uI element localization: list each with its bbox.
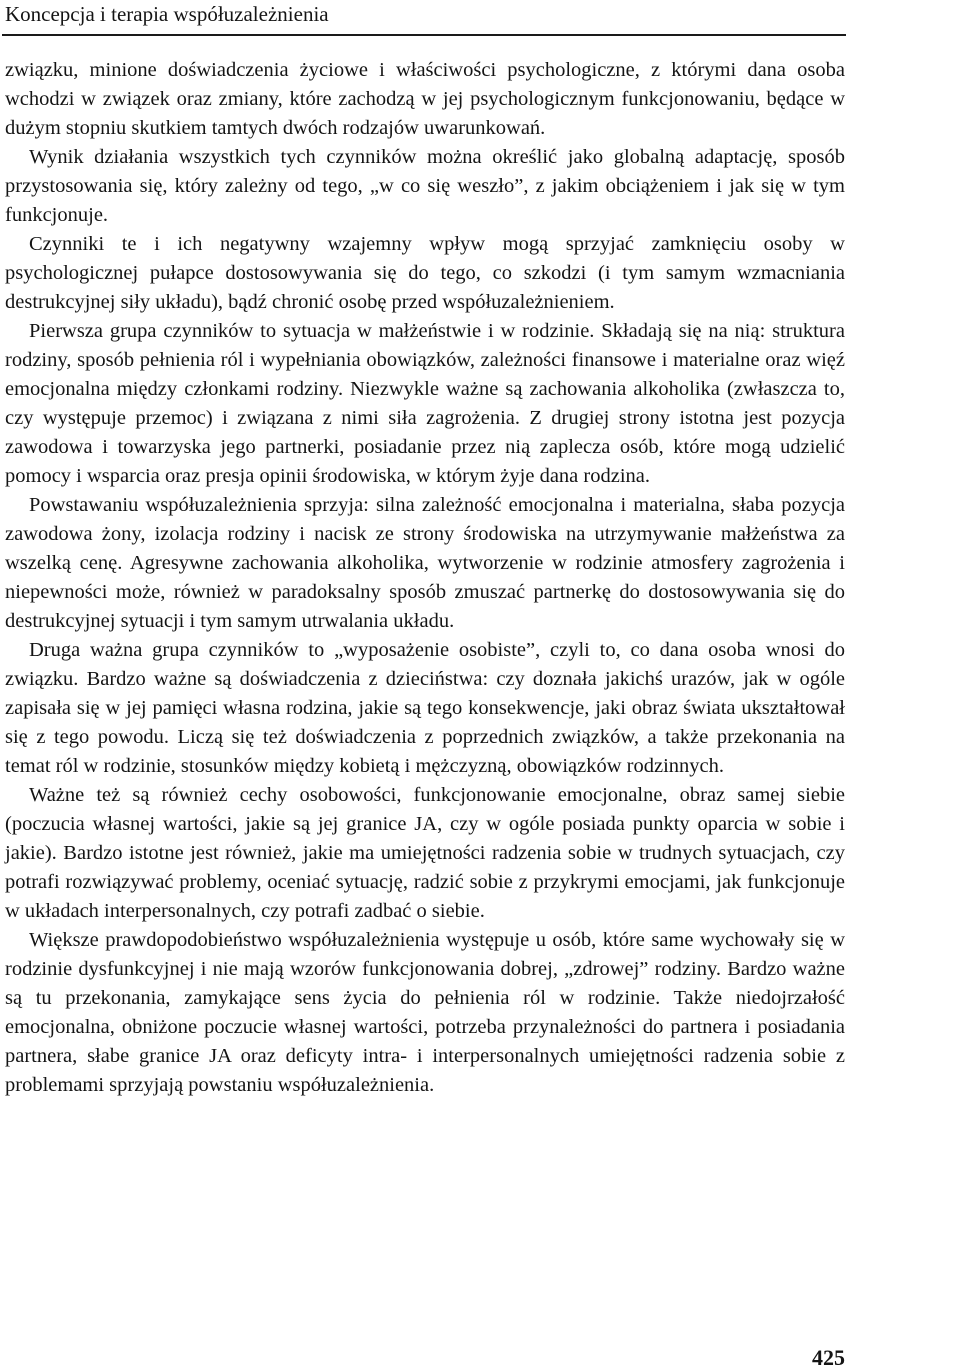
page-number: 425 <box>812 1345 845 1370</box>
paragraph: Powstawaniu współuzależnienia sprzyja: silna zależność emocjonalna i materialna, słaba pozycja zawodowa żony, izolacja rodziny i nacisk ze strony środowiska na utrzymywanie małżeństwa za wszelką cenę. Agresywne zachowania alkoholika, wytworzenie w rodzinie atmosfery zagrożenia i niepewności może, również w paradoksalny sposób zmuszać partnerkę do dostosowywania się do destrukcyjnej sytuacji i tym samym utrwalania układu. <box>5 494 845 632</box>
paragraph: Większe prawdopodobieństwo współuzależnienia występuje u osób, które same wychowały się w rodzinie dysfunkcyjnej i nie mają wzorów funkcjonowania dobrej, „zdrowej” rodziny. Bardzo ważne są tu przekonania, zamykające sens życia do pełnienia ról w rodzinie. Także niedojrzałość emocjonalna, obniżone poczucie własnej wartości, potrzeba przynależności do partnera i posiadania partnera, słabe granice JA oraz deficyty intra- i interpersonalnych umiejętności radzenia sobie z problemami sprzyjają powstaniu współuzależnienia. <box>5 929 845 1096</box>
paragraph: Czynniki te i ich negatywny wzajemny wpływ mogą sprzyjać zamknięciu osoby w psychologicznej pułapce dostosowywania się do tego, co szkodzi (i tym samym wzmacniania destrukcyjnej siły układu), bądź chronić osobę przed współuzależnieniem. <box>5 233 845 313</box>
paragraph: Ważne też są również cechy osobowości, funkcjonowanie emocjonalne, obraz samej siebie (poczucia własnej wartości, jakie są jej granice JA, czy w ogóle posiada punkty oparcia w sobie i jakie). Bardzo istotne jest również, jakie ma umiejętności radzenia sobie w trudnych sytuacjach, czy potrafi rozwiązywać problemy, oceniać sytuację, radzić sobie z przykrymi emocjami, jak funkcjonuje w układach interpersonalnych, czy potrafi zadbać o siebie. <box>5 784 845 922</box>
paragraph: Druga ważna grupa czynników to „wyposażenie osobiste”, czyli to, co dana osoba wnosi do związku. Bardzo ważne są doświadczenia z dzieciństwa: czy doznała jakichś urazów, jak w ogóle zapisała się w jej pamięci własna rodzina, jakie są tego konsekwencje, jaki obraz świata ukształtował się z tego powodu. Liczą się też doświadczenia z poprzednich związków, a także przekonania na temat ról w rodzinie, stosunków między kobietą i mężczyzną, obowiązków rodzinnych. <box>5 639 845 777</box>
header-rule <box>2 34 846 36</box>
paragraph: związku, minione doświadczenia życiowe i właściwości psychologiczne, z którymi dana osoba wchodzi w związek oraz zmiany, które zachodzą w jej psychologicznym funkcjonowaniu, będące w dużym stopniu skutkiem tamtych dwóch rodzajów uwarunkowań. <box>5 59 845 139</box>
body-text <box>5 56 845 1100</box>
paragraph: Wynik działania wszystkich tych czynników można określić jako globalną adaptację, sposób przystosowania się, który zależny od tego, „w co się weszło”, z jakim obciążeniem i jak się w tym funkcjonuje. <box>5 146 845 226</box>
paragraph: Pierwsza grupa czynników to sytuacja w małżeństwie i w rodzinie. Składają się na nią: struktura rodziny, sposób pełnienia ról i wypełniania obowiązków, zależności finansowe i materialne oraz więź emocjonalna między członkami rodziny. Niezwykle ważne są zachowania alkoholika (zwłaszcza to, czy występuje przemoc) i związana z nimi siła zagrożenia. Z drugiej strony istotna jest pozycja zawodowa i towarzyska jego partnerki, posiadanie przez nią zaplecza osób, które mogą udzielić pomocy i wsparcia oraz presja opinii środowiska, w którym żyje dana rodzina. <box>5 320 845 487</box>
running-title: Koncepcja i terapia współuzależnienia <box>5 2 329 26</box>
